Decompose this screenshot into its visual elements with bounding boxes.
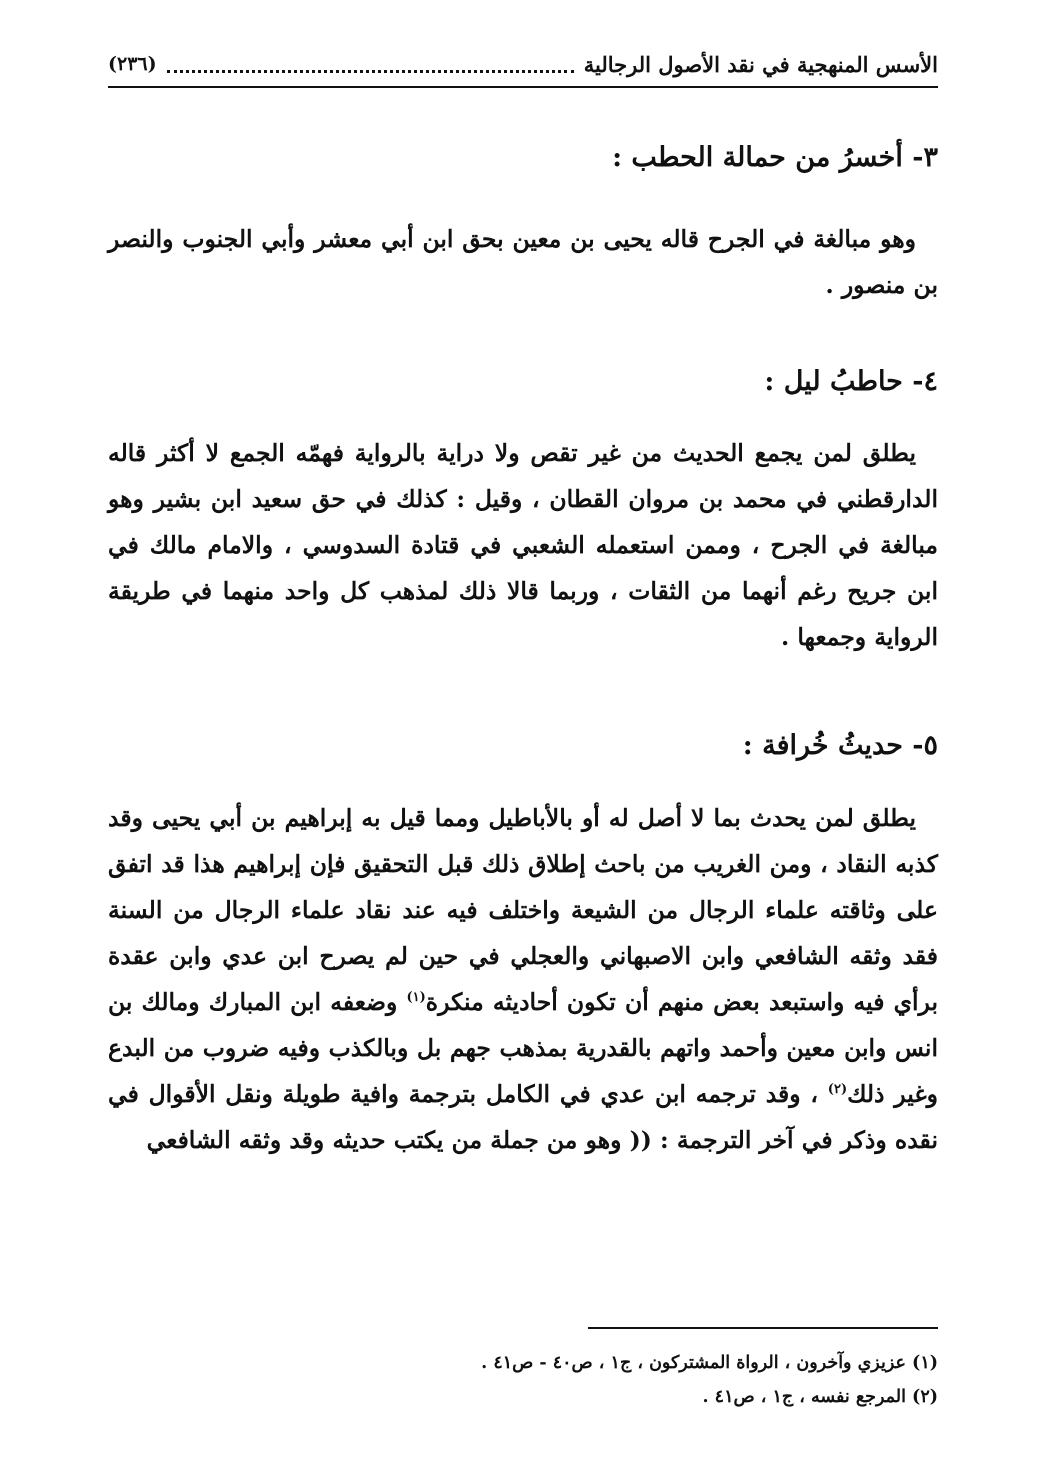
section-5-body-part-3: ، وقد ترجمه ابن عدي في الكامل بترجمة وافية طويلة ونقل الأقوال في نقده وذكر في آخر الترجمة : (( وهو من جملة من يكتب حديثه وقد وثقه الشافعي — [108, 1080, 938, 1154]
section-3-heading: ٣- أخسرُ من حمالة الحطب : — [612, 142, 938, 173]
page-number: (٢٣٦) — [108, 53, 157, 75]
section-5-body-part-1: يطلق لمن يحدث بما لا أصل له أو بالأباطيل ومما قيل به إبراهيم بن أبي يحيى وقد كذبه النقاد ، ومن الغريب من باحث إطلاق ذلك قبل التحقيق فإن إبراهيم هذا قد اتفق على وثاقته علماء الرجال من الشيعة واختلف فيه عند نقاد علماء الرجال من السنة فقد وثقه الشافعي وابن الاصبهاني والعجلي في حين لم يصرح ابن عدي وابن عقدة برأي فيه واستبعد بعض منهم أن تكون أحاديثه منكرة — [108, 804, 938, 1016]
header-title: الأسس المنهجية في نقد الأصول الرجالية — [583, 51, 938, 77]
section-5-heading: ٥- حديثُ خُرافة : — [742, 730, 938, 761]
section-5-body-part-2: وضعفه ابن المبارك ومالك بن انس وابن معين وأحمد واتهم بالقدرية بمذهب جهم بل وبالكذب وفيه ضروب من البدع وغير ذلك — [108, 988, 938, 1108]
footnote-mark-1: (١) — [406, 990, 426, 1006]
running-header — [108, 46, 938, 82]
section-4-body: يطلق لمن يجمع الحديث من غير تقص ولا دراية بالرواية فهمّه الجمع لا أكثر قاله الدارقطني في محمد بن مروان القطان ، وقيل : كذلك في حق سعيد ابن بشير وهو مبالغة في الجرح ، وممن استعمله الشعبي في قتادة السدوسي ، والامام مالك في ابن جريح رغم أنهما من الثقات ، وربما قالا ذلك لمذهب كل واحد منهما في طريقة الرواية وجمعها . — [108, 439, 938, 651]
header-rule — [108, 86, 938, 88]
footnote-2: (٢) المرجع نفسه ، ج١ ، ص٤١ . — [702, 1387, 938, 1407]
section-4-heading: ٤- حاطبُ ليل : — [764, 366, 938, 397]
footnote-1: (١) عزيزي وآخرون ، الرواة المشتركون ، ج١ ، ص٤٠ - ص٤١ . — [481, 1353, 938, 1373]
section-5-body — [108, 795, 938, 1163]
footnote-rule — [588, 1327, 938, 1329]
header-dot-leader — [167, 56, 574, 73]
book-page — [108, 40, 938, 1440]
footnote-mark-2: (٢) — [827, 1082, 848, 1098]
section-3-body: وهو مبالغة في الجرح قاله يحيى بن معين بحق ابن أبي معشر وأبي الجنوب والنصر بن منصور . — [108, 225, 938, 299]
